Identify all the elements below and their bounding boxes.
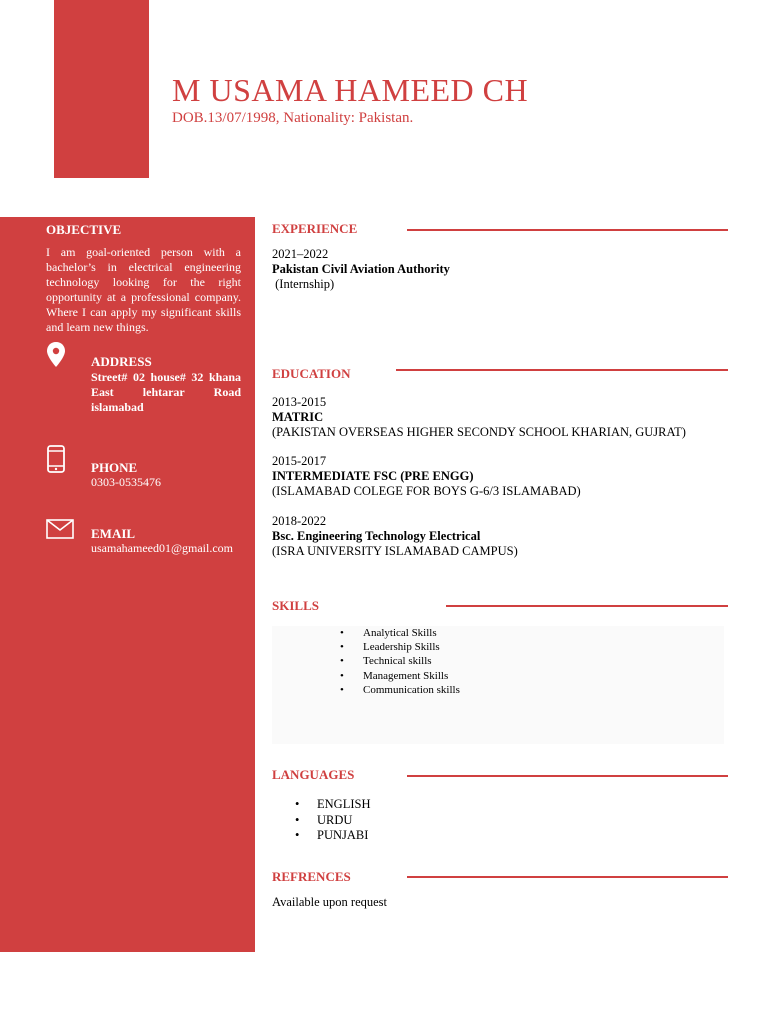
languages-heading: LANGUAGES [272,767,355,782]
objective-heading: OBJECTIVE [46,222,122,237]
experience-heading: EXPERIENCE [272,221,358,236]
education-school: (ISRA UNIVERSITY ISLAMABAD CAMPUS) [272,544,518,558]
skills-heading: SKILLS [272,598,319,613]
sidebar [0,217,255,952]
location-pin-icon [46,341,66,369]
education-years: 2015-2017 [272,454,327,468]
education-heading: EDUCATION [272,366,351,381]
education-degree: Bsc. Engineering Technology Electrical [272,529,481,543]
address-text: Street# 02 house# 32 khana East lehtarar Road islamabad [91,370,241,414]
phone-text: 0303-0535476 [91,475,161,489]
list-item: • Analytical Skills [340,626,460,640]
education-rule [396,369,728,371]
list-item: • PUNJABI [295,828,370,844]
list-item: • Communication skills [340,683,460,697]
envelope-icon [46,519,74,539]
references-text: Available upon request [272,895,388,909]
list-item: • URDU [295,813,370,829]
address-heading: ADDRESS [91,354,152,369]
list-item: • Leadership Skills [340,640,460,654]
phone-icon [46,445,66,473]
candidate-name: M USAMA HAMEED CH [172,72,529,108]
header-accent-block [54,0,149,178]
education-years: 2018-2022 [272,514,327,528]
experience-years: 2021–2022 [272,247,329,261]
skills-rule [446,605,728,607]
email-text: usamahameed01@gmail.com [91,541,234,555]
education-school: (ISLAMABAD COLEGE FOR BOYS G-6/3 ISLAMABAD) [272,484,581,498]
list-item: • Management Skills [340,669,460,683]
references-rule [407,876,728,878]
education-degree: INTERMEDIATE FSC (PRE ENGG) [272,469,474,483]
email-heading: EMAIL [91,526,136,541]
objective-text: I am goal-oriented person with a bachelor’s in electrical engineering technology looking for the right opportunity at a professional company. Where I can apply my significant skills and learn new things. [46,245,241,334]
references-heading: REFRENCES [272,869,351,884]
languages-rule [407,775,728,777]
experience-org: Pakistan Civil Aviation Authority [272,262,450,276]
phone-heading: PHONE [91,460,138,475]
education-school: (PAKISTAN OVERSEAS HIGHER SECONDY SCHOOL KHARIAN, GUJRAT) [272,425,686,439]
education-years: 2013-2015 [272,395,327,409]
list-item: • ENGLISH [295,797,370,813]
candidate-subtitle: DOB.13/07/1998, Nationality: Pakistan. [172,110,414,126]
education-degree: MATRIC [272,410,324,424]
experience-role: (Internship) [272,277,335,291]
skills-list [340,626,460,697]
experience-rule [407,229,728,231]
languages-list [295,797,370,844]
list-item: • Technical skills [340,654,460,668]
